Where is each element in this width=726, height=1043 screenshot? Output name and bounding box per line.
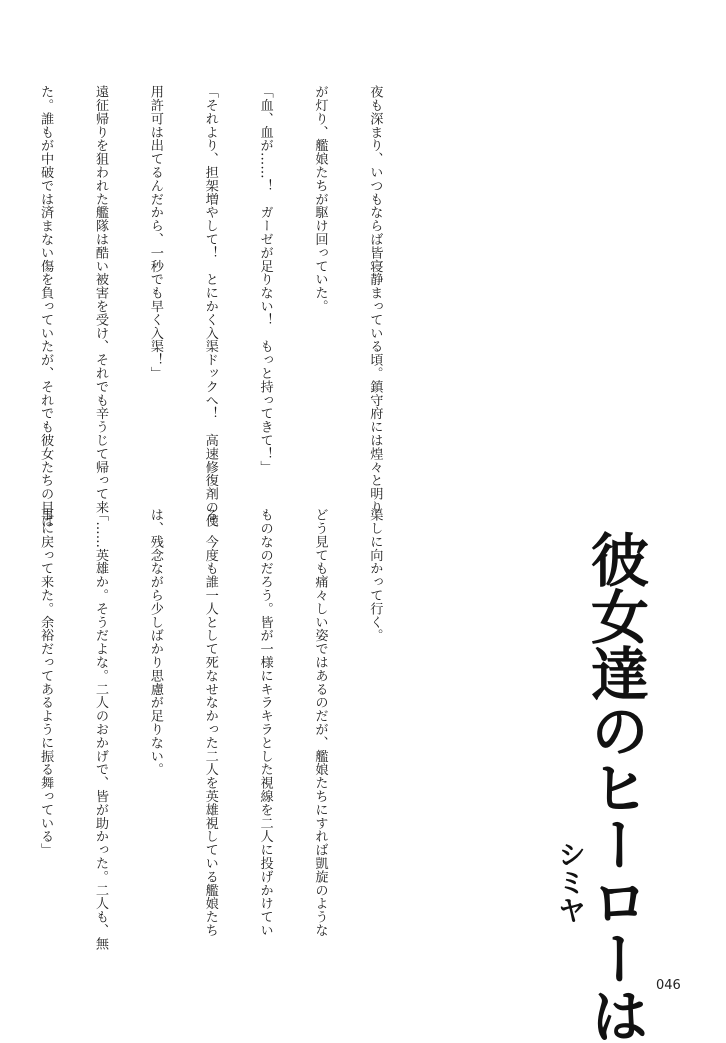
text-line: 遠征帰りを狙われた艦隊は酷い被害を受け、それでも辛うじて帰って来 (92, 85, 108, 514)
text-line: 渠しに向かって行く。 (367, 508, 383, 642)
text-line: は、残念ながら少しばかり思慮が足りない。 (147, 508, 163, 776)
text-line: 「……英雄か。そうだよな。二人のおかげで、皆が助かった。二人も、無 (92, 508, 108, 951)
upper-text-block (38, 85, 420, 528)
text-line: 事に戻って来た。余裕だってあるように振る舞っている」 (38, 508, 54, 857)
text-line: 夜も深まり、いつもならば皆寝静まっている頃。鎮守府には煌々と明り (367, 85, 383, 514)
text-line: る。今度も誰一人として死なせなかった二人を英雄視している艦娘たち (202, 508, 218, 937)
text-line: どう見ても痛々しい姿ではあるのだが、艦娘たちにすれば凱旋のような (312, 508, 328, 937)
story-title: 彼女達のヒーローは (581, 530, 649, 1043)
page-number: 046 (656, 978, 681, 993)
author-name: シミヤ (554, 840, 587, 924)
text-line: 「それより、担架増やして！ とにかく入渠ドックへ！ 高速修復剤の使 (202, 85, 218, 528)
text-line: ものなのだろう。皆が一様にキラキラとした視線を二人に投げかけてい (257, 508, 273, 937)
text-line: 用許可は出てるんだから、一秒でも早く入渠！」 (147, 85, 163, 380)
text-line: た。誰もが中破では済まない傷を負っていたが、それでも彼女たちの目は (38, 85, 54, 528)
text-line: が灯り、艦娘たちが駆け回っていた。 (312, 85, 328, 313)
text-line: 「血、血が……！ ガーゼが足りない！ もっと持ってきて！」 (257, 85, 273, 474)
lower-text-block (38, 508, 420, 951)
